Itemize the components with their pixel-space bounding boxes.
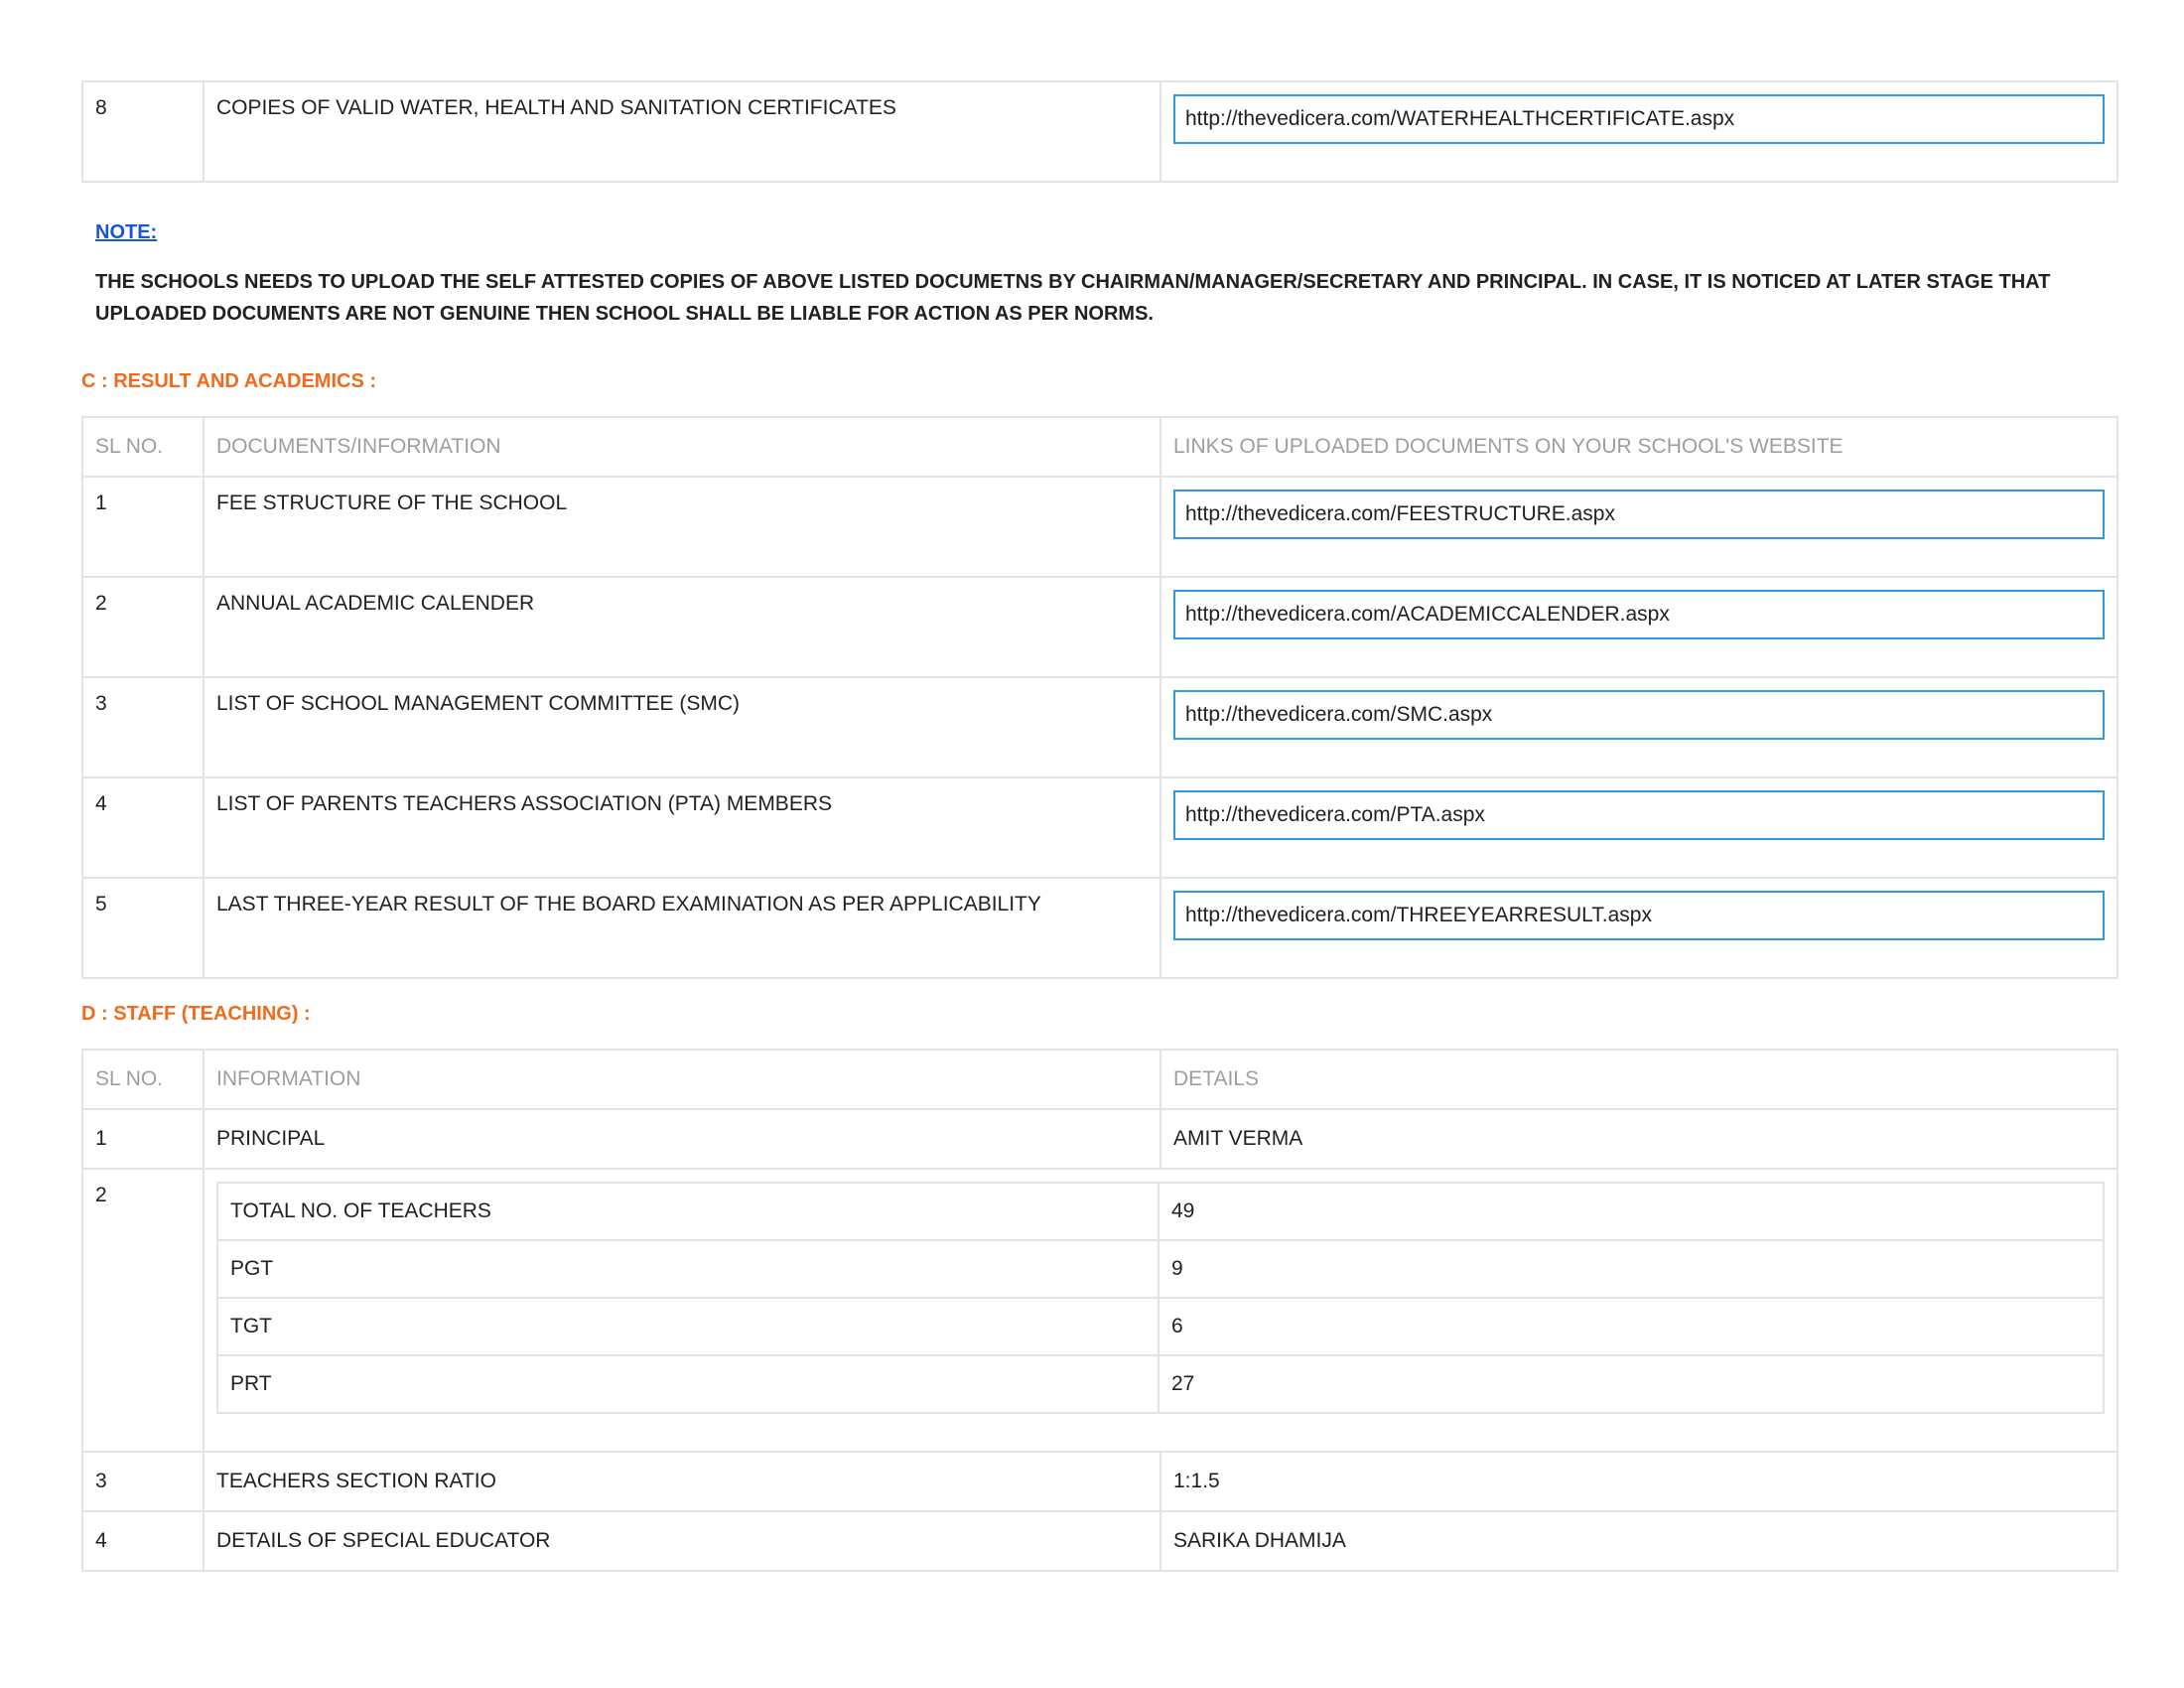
header-information: INFORMATION: [204, 1050, 1160, 1109]
table-row: [217, 1298, 2104, 1355]
teacher-section-ratio: 1:1.5: [1160, 1452, 2117, 1511]
table-header-row: [82, 1050, 2117, 1109]
row-label: LIST OF PARENTS TEACHERS ASSOCIATION (PTA) MEMBERS: [204, 777, 1160, 878]
fee-structure-link-input[interactable]: http://thevedicera.com/FEESTRUCTURE.aspx: [1173, 490, 2105, 539]
row-number: 3: [82, 677, 204, 777]
table-row: [82, 878, 2117, 978]
teacher-count: 27: [1159, 1355, 2104, 1413]
three-year-result-link-input[interactable]: http://thevedicera.com/THREEYEARRESULT.aspx: [1173, 891, 2105, 940]
teacher-count: 9: [1159, 1240, 2104, 1298]
section-d-title: D : STAFF (TEACHING) :: [81, 1003, 311, 1025]
row-label: COPIES OF VALID WATER, HEALTH AND SANITATION CERTIFICATES: [204, 81, 1160, 182]
document-link-input[interactable]: http://thevedicera.com/WATERHEALTHCERTIFICATE.aspx: [1173, 94, 2105, 144]
principal-name: AMIT VERMA: [1160, 1109, 2117, 1169]
note-link[interactable]: NOTE:: [95, 221, 158, 243]
academic-calender-link-input[interactable]: http://thevedicera.com/ACADEMICCALENDER.aspx: [1173, 590, 2105, 639]
row-label: LAST THREE-YEAR RESULT OF THE BOARD EXAMINATION AS PER APPLICABILITY: [204, 878, 1160, 978]
header-details: DETAILS: [1160, 1050, 2117, 1109]
row-number: 8: [82, 81, 204, 182]
row-number: 1: [82, 477, 204, 577]
top-documents-table: [81, 80, 2118, 183]
header-sl-no: SL NO.: [82, 1050, 204, 1109]
header-sl-no: SL NO.: [82, 417, 204, 477]
table-row: [217, 1183, 2104, 1240]
teachers-breakdown-table: [216, 1182, 2105, 1414]
row-number: 4: [82, 777, 204, 878]
row-label: FEE STRUCTURE OF THE SCHOOL: [204, 477, 1160, 577]
teacher-type-label: PRT: [217, 1355, 1159, 1413]
row-number: 1: [82, 1109, 204, 1169]
table-row: [82, 1452, 2117, 1511]
row-label: TEACHERS SECTION RATIO: [204, 1452, 1160, 1511]
row-number: 4: [82, 1511, 204, 1571]
table-row: [82, 577, 2117, 677]
row-number: 2: [82, 577, 204, 677]
header-links: LINKS OF UPLOADED DOCUMENTS ON YOUR SCHOOL'S WEBSITE: [1160, 417, 2117, 477]
header-documents: DOCUMENTS/INFORMATION: [204, 417, 1160, 477]
staff-teaching-table: [81, 1049, 2118, 1572]
teacher-count: 6: [1159, 1298, 2104, 1355]
row-number: 3: [82, 1452, 204, 1511]
table-row: [82, 477, 2117, 577]
row-number: 5: [82, 878, 204, 978]
table-header-row: [82, 417, 2117, 477]
table-row: [82, 1169, 2117, 1452]
table-row: [82, 777, 2117, 878]
special-educator-name: SARIKA DHAMIJA: [1160, 1511, 2117, 1571]
table-row: [217, 1355, 2104, 1413]
table-row: [217, 1240, 2104, 1298]
row-number: 2: [82, 1169, 204, 1452]
teacher-count: 49: [1159, 1183, 2104, 1240]
result-academics-table: [81, 416, 2118, 979]
table-row: [82, 677, 2117, 777]
row-label: DETAILS OF SPECIAL EDUCATOR: [204, 1511, 1160, 1571]
row-label: ANNUAL ACADEMIC CALENDER: [204, 577, 1160, 677]
pta-link-input[interactable]: http://thevedicera.com/PTA.aspx: [1173, 790, 2105, 840]
table-row: [82, 81, 2117, 182]
row-label: LIST OF SCHOOL MANAGEMENT COMMITTEE (SMC): [204, 677, 1160, 777]
smc-link-input[interactable]: http://thevedicera.com/SMC.aspx: [1173, 690, 2105, 740]
row-label: PRINCIPAL: [204, 1109, 1160, 1169]
table-row: [82, 1109, 2117, 1169]
teacher-type-label: TGT: [217, 1298, 1159, 1355]
note-text: THE SCHOOLS NEEDS TO UPLOAD THE SELF ATTESTED COPIES OF ABOVE LISTED DOCUMETNS BY CHAIRMAN/MANAGER/SECRETARY AND PRINCIPAL. IN CASE, IT IS NOTICED AT LATER STAGE THAT UPLOADED DOCUMENTS ARE NOT GENUINE THEN SCHOOL SHALL BE LIABLE FOR ACTION AS PER NORMS.: [95, 271, 2051, 325]
table-row: [82, 1511, 2117, 1571]
teacher-type-label: TOTAL NO. OF TEACHERS: [217, 1183, 1159, 1240]
teacher-type-label: PGT: [217, 1240, 1159, 1298]
section-c-title: C : RESULT AND ACADEMICS :: [81, 370, 377, 392]
